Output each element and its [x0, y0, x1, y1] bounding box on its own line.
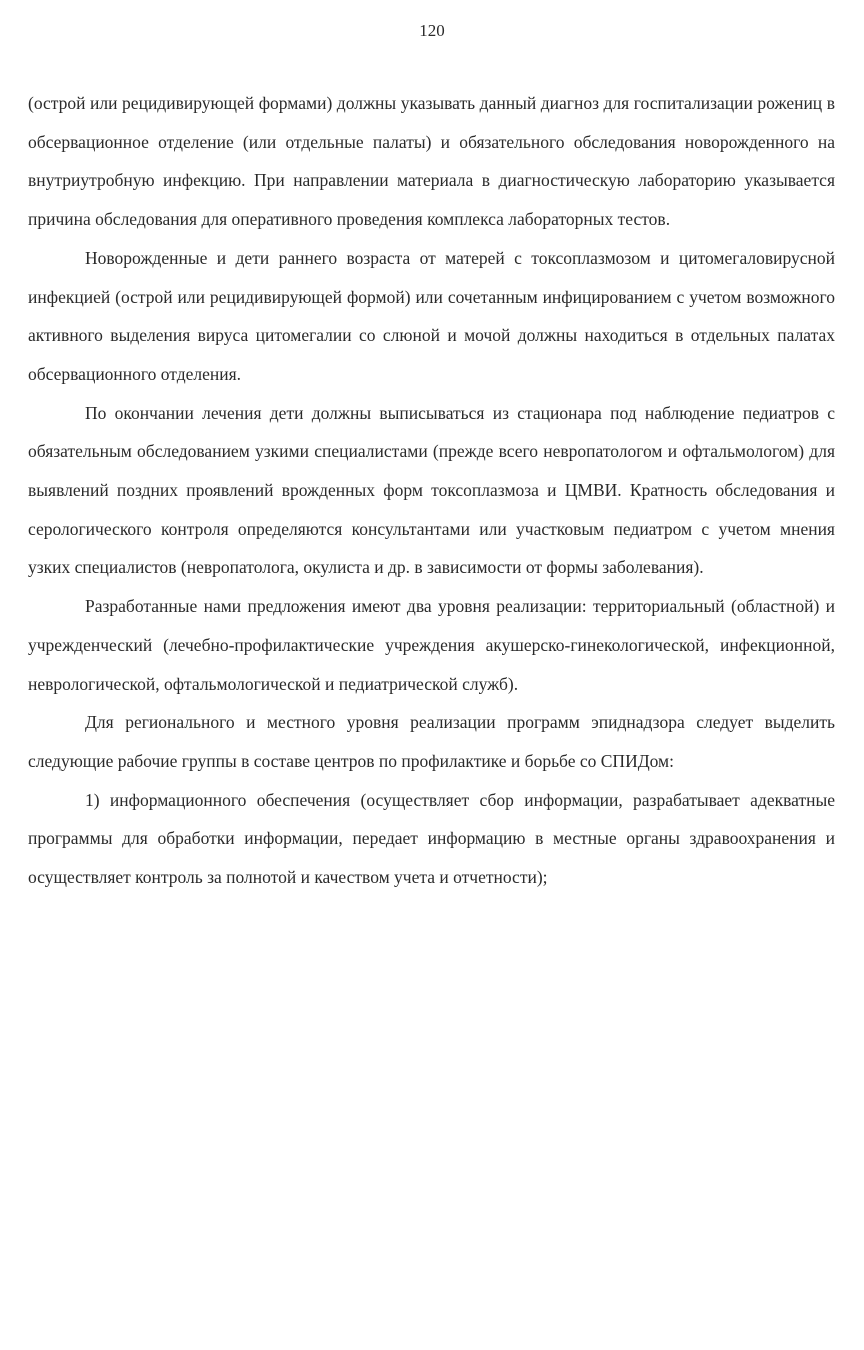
paragraph-3: По окончании лечения дети должны выписываться из стационара под наблюдение педиатров с обязательным обследованием узкими специалистами (прежде всего невропатологом и офтальмологом) для выявлений поздних проявлений врожденных форм токсоплазмоза и ЦМВИ. Кратность обследования и серологического контроля определяются консультантами или участковым педиатром с учетом мнения узких специалистов (невропатолога, окулиста и др. в зависимости от формы заболевания). — [28, 402, 835, 578]
paragraph-4: Разработанные нами предложения имеют два уровня реализации: территориальный (областной) и учрежденческий (лечебно-профилактические учреждения акушерско-гинекологической, инфекционной, неврологической, офтальмологической и педиатрической служб). — [28, 596, 835, 694]
paragraph-6: 1) информационного обеспечения (осуществляет сбор информации, разрабатывает адекватные программы для обработки информации, передает информацию в местные органы здравоохранения и осуществляет контроль за полнотой и качеством учета и отчетности); — [28, 789, 835, 888]
paragraph-2: Новорожденные и дети раннего возраста от матерей с токсоплазмозом и цитомегаловирусной инфекцией (острой или рецидивирующей формой) или сочетанным инфицированием с учетом возможного активного выделения вируса цитомегалии со слюной и мочой должны находиться в отдельных палатах обсервационного отделения. — [28, 247, 835, 384]
page-number: 120 — [419, 21, 445, 40]
document-body — [28, 84, 835, 897]
paragraph-1: (острой или рецидивирующей формами) должны указывать данный диагноз для госпитализации рожениц в обсервационное отделение (или отдельные палаты) и обязательного обследования новорожденного на внутриутробную инфекцию. При направлении материала в диагностическую лабораторию указывается причина обследования для оперативного проведения комплекса лабораторных тестов. — [28, 93, 835, 230]
paragraph-5: Для регионального и местного уровня реализации программ эпиднадзора следует выделить следующие рабочие группы в составе центров по профилактике и борьбе со СПИДом: — [28, 712, 835, 771]
